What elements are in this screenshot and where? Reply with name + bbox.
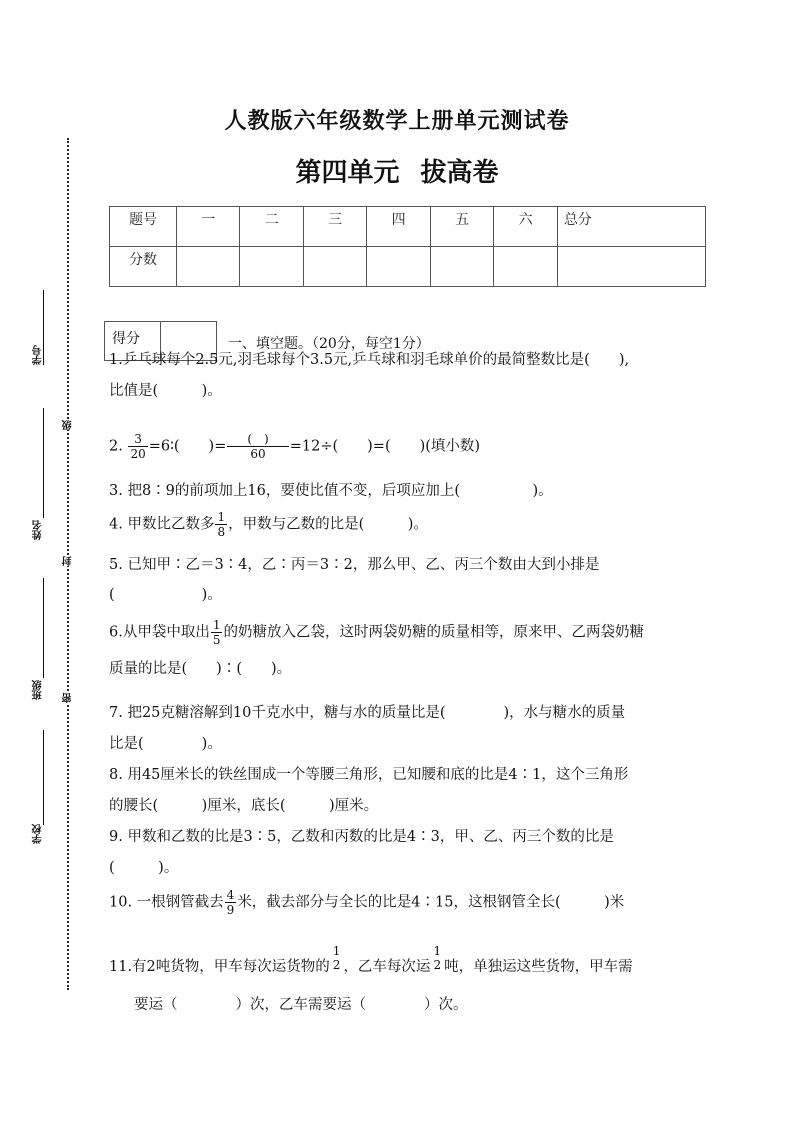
name-line bbox=[43, 408, 44, 518]
header-cell: 题号 bbox=[110, 207, 177, 247]
question-4-text: ，甲数与乙数的比是( )。 bbox=[228, 516, 428, 533]
numerator: 4 bbox=[226, 888, 235, 902]
difficulty-label: 拔高卷 bbox=[420, 158, 499, 188]
header-cell: 总分 bbox=[557, 207, 705, 247]
question-3: 3. 把8∶9的前项加上16，要使比值不变，后项应加上( )。 bbox=[109, 483, 553, 499]
denominator: 60 bbox=[250, 447, 266, 461]
fraction bbox=[331, 944, 343, 972]
numerator: 1 bbox=[212, 618, 221, 632]
score-cell[interactable] bbox=[557, 247, 705, 287]
score-table-header-row bbox=[110, 207, 706, 247]
exam-title: 人教版六年级数学上册单元测试卷 bbox=[224, 108, 570, 134]
question-4 bbox=[109, 510, 428, 539]
question-10 bbox=[109, 888, 624, 917]
question-6-line-1 bbox=[109, 618, 644, 647]
question-5-line-1: 5. 已知甲∶乙＝3∶4，乙∶丙＝3∶2，那么甲、乙、丙三个数由大到小排是 bbox=[109, 557, 600, 573]
question-10-text: 10. 一根钢管截去 bbox=[109, 894, 224, 911]
fraction bbox=[211, 618, 223, 647]
fraction bbox=[128, 432, 147, 461]
question-10-text: 米，截去部分与全长的比是4∶15，这根钢管全长( )米 bbox=[237, 894, 625, 911]
header-cell: 一 bbox=[177, 207, 240, 247]
header-cell: 二 bbox=[240, 207, 303, 247]
question-1-line-1: 1.乒乓球每个2.5元,羽毛球每个3.5元,乒乓球和羽毛球单价的最简整数比是( ), bbox=[109, 352, 630, 368]
question-2-text: =6∶( )= bbox=[148, 438, 227, 455]
question-6-line-2: 质量的比是( )∶( )。 bbox=[109, 661, 292, 677]
score-cell[interactable] bbox=[430, 247, 493, 287]
denominator: 5 bbox=[212, 633, 221, 647]
score-cell[interactable] bbox=[367, 247, 430, 287]
score-cell[interactable] bbox=[303, 247, 366, 287]
seal-mark-ji: 级 bbox=[63, 420, 74, 430]
score-cell[interactable] bbox=[494, 247, 557, 287]
denominator: 2 bbox=[433, 958, 442, 972]
header-cell: 五 bbox=[430, 207, 493, 247]
question-11-text: 吨，单独运这些货物，甲车需 bbox=[444, 959, 633, 975]
fraction bbox=[431, 944, 443, 972]
numerator: 3 bbox=[128, 432, 147, 447]
seal-mark-feng: 封 bbox=[63, 556, 74, 566]
question-2-number: 2. bbox=[109, 438, 123, 455]
class-label: 班级 bbox=[33, 680, 44, 700]
question-11-line-1 bbox=[109, 944, 633, 977]
school-line bbox=[43, 730, 44, 825]
fraction bbox=[225, 888, 237, 917]
numerator: 1 bbox=[332, 944, 341, 958]
question-9-line-1: 9. 甲数和乙数的比是3∶5，乙数和丙数的比是4∶3，甲、乙、丙三个数的比是 bbox=[109, 829, 614, 845]
question-2 bbox=[109, 432, 480, 461]
score-row-label: 分数 bbox=[110, 247, 177, 287]
score-cell[interactable] bbox=[177, 247, 240, 287]
question-4-text: 4. 甲数比乙数多 bbox=[109, 516, 215, 533]
score-table bbox=[109, 206, 706, 287]
score-table-score-row bbox=[110, 247, 706, 287]
section-score-label: 得分 bbox=[105, 322, 161, 361]
name-label: 姓名 bbox=[33, 520, 44, 540]
denominator: 20 bbox=[130, 447, 146, 461]
question-11-text: ，乙车每次运 bbox=[343, 959, 431, 975]
question-11-line-2: 要运（ ）次，乙车需要运（ ）次。 bbox=[134, 997, 468, 1013]
header-cell: 三 bbox=[303, 207, 366, 247]
question-9-line-2: ( )。 bbox=[109, 860, 179, 876]
school-label: 学校 bbox=[33, 824, 44, 844]
question-1-line-2: 比值是( )。 bbox=[109, 383, 222, 399]
section-heading: 一、填空题。（20分，每空1分） bbox=[228, 336, 430, 352]
fraction bbox=[227, 432, 288, 461]
numerator: 1 bbox=[433, 944, 442, 958]
question-5-line-2: ( )。 bbox=[109, 587, 222, 603]
header-cell: 六 bbox=[494, 207, 557, 247]
question-2-text: =12÷( )=( )(填小数) bbox=[289, 438, 481, 455]
question-8-line-2: 的腰长( )厘米，底长( )厘米。 bbox=[109, 798, 379, 814]
class-line bbox=[43, 578, 44, 678]
numerator: 1 bbox=[217, 510, 226, 524]
question-7-line-2: 比是( )。 bbox=[109, 736, 222, 752]
denominator: 8 bbox=[217, 525, 226, 539]
numerator: ( ) bbox=[227, 432, 288, 447]
score-cell[interactable] bbox=[240, 247, 303, 287]
student-id-label: 学号 bbox=[33, 345, 44, 365]
denominator: 2 bbox=[332, 958, 341, 972]
header-cell: 四 bbox=[367, 207, 430, 247]
question-8-line-1: 8. 用45厘米长的铁丝围成一个等腰三角形，已知腰和底的比是4∶1，这个三角形 bbox=[109, 767, 629, 783]
exam-subtitle bbox=[0, 152, 794, 189]
unit-label: 第四单元 bbox=[295, 158, 400, 188]
question-6-text: 的奶糖放入乙袋，这时两袋奶糖的质量相等，原来甲、乙两袋奶糖 bbox=[223, 624, 644, 641]
question-7-line-1: 7. 把25克糖溶解到10千克水中，糖与水的质量比是( )，水与糖水的质量 bbox=[109, 705, 626, 721]
question-6-text: 6.从甲袋中取出 bbox=[109, 624, 210, 641]
question-11-text: 11.有2吨货物，甲车每次运货物的 bbox=[109, 959, 330, 975]
fraction bbox=[215, 510, 227, 539]
seal-mark-mi: 密 bbox=[63, 693, 74, 703]
denominator: 9 bbox=[226, 903, 235, 917]
